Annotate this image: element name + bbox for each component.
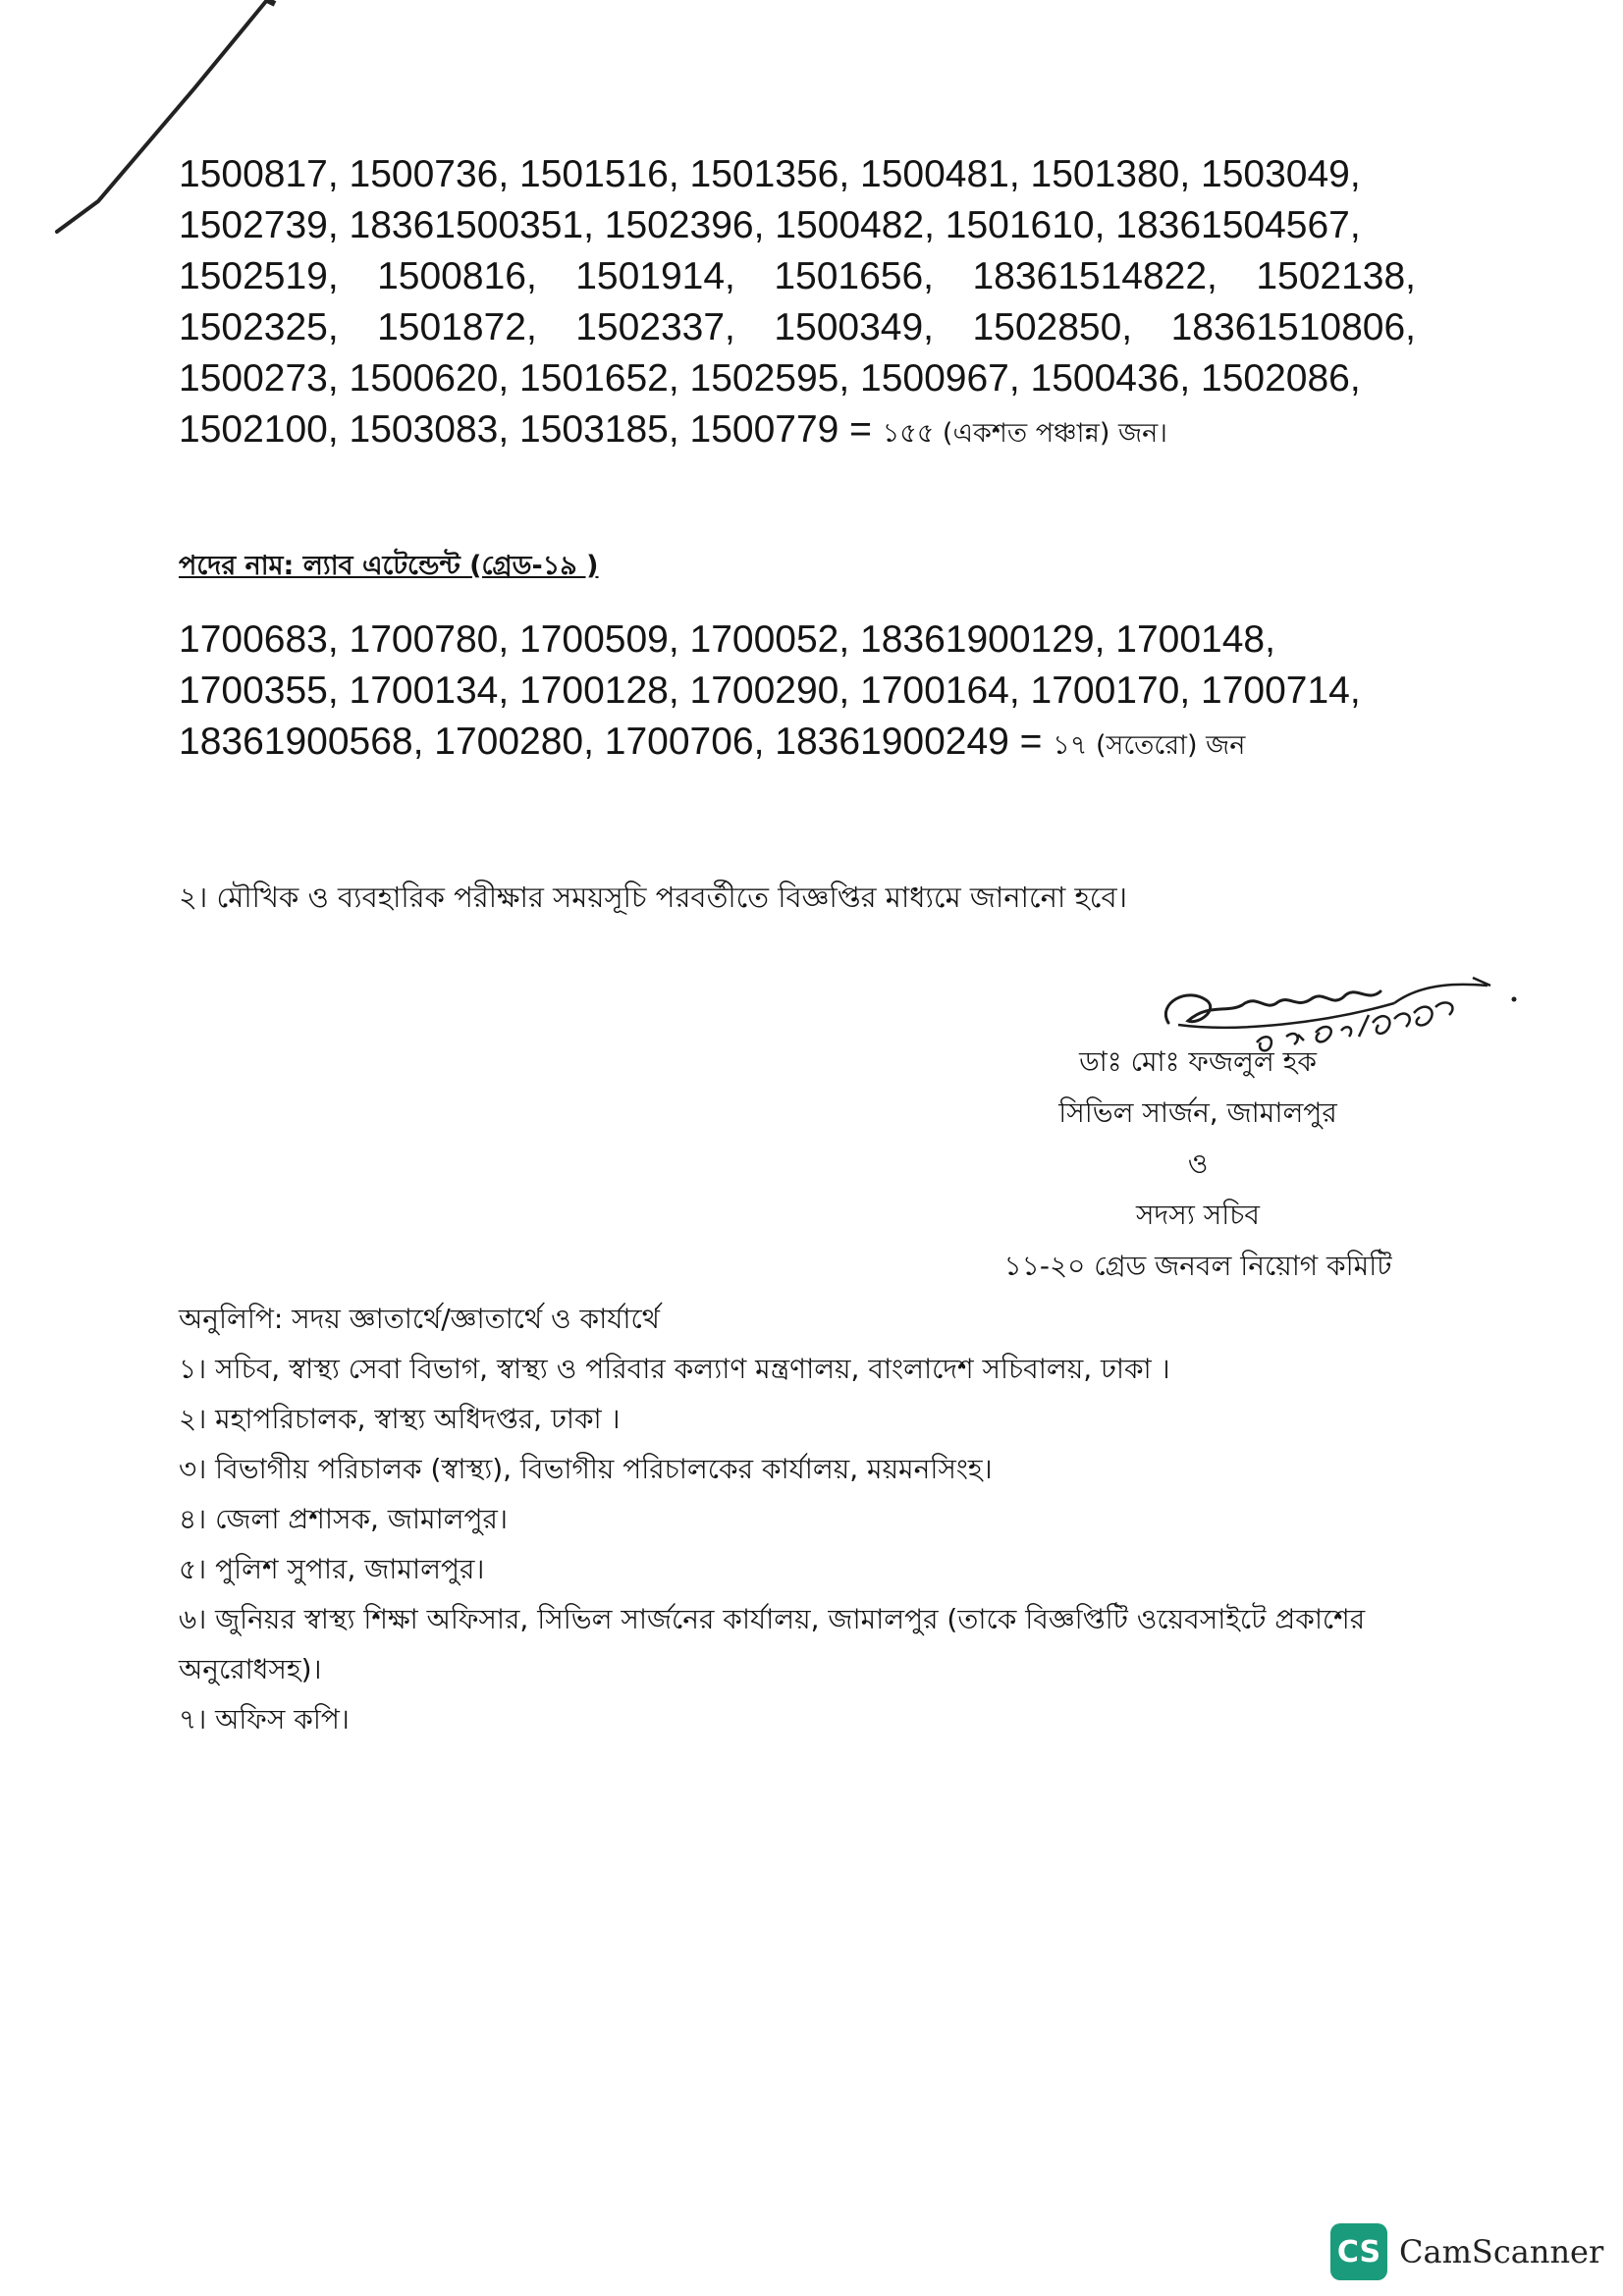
cc-item: ৪। জেলা প্রশাসক, জামালপুর। <box>179 1503 508 1535</box>
camscanner-watermark <box>1330 2222 1603 2281</box>
signatory-designation: সিভিল সার্জন, জামালপুর <box>1058 1096 1337 1129</box>
cc-item: ৩। বিভাগীয় পরিচালক (স্বাস্থ্য), বিভাগীয় পরিচালকের কার্যালয়, ময়মনসিংহ। <box>179 1453 993 1485</box>
cc-item: ৬। জুনিয়র স্বাস্থ্য শিক্ষা অফিসার, সিভিল সার্জনের কার্যালয়, জামালপুর (তাকে বিজ্ঞপ্তিটি ওয়েবসাইটে প্রকাশের <box>179 1603 1366 1635</box>
signatory-committee: ১১-২০ গ্রেড জনবল নিয়োগ কমিটি <box>1003 1250 1392 1282</box>
roll-line: 1500273, 1500620, 1501652, 1502595, 1500967, 1500436, 1502086, <box>179 357 1361 400</box>
camscanner-brand: CamScanner <box>1399 2233 1604 2270</box>
roll-line: 1500817, 1500736, 1501516, 1501356, 1500481, 1501380, 1503049, <box>179 153 1361 195</box>
cc-item-continuation: অনুরোধসহ)। <box>179 1653 322 1685</box>
signatory-conjunction: ও <box>1187 1148 1209 1180</box>
roll-line: 1502325, 1501872, 1502337, 1500349, 1502850, 18361510806, <box>179 306 1416 348</box>
cc-title: অনুলিপি: সদয় জ্ঞাতার্থে/জ্ঞাতার্থে ও কার্যার্থে <box>179 1303 660 1335</box>
schedule-note: ২। মৌখিক ও ব্যবহারিক পরীক্ষার সময়সূচি পরবর্তীতে বিজ্ঞপ্তির মাধ্যমে জানানো হবে। <box>179 881 1127 914</box>
roll-numbers: 1502100, 1503083, 1503185, 1500779 = <box>179 408 883 451</box>
signatory-role: সদস্য সচিব <box>1136 1199 1260 1231</box>
cc-item: ২। মহাপরিচালক, স্বাস্থ্য অধিদপ্তর, ঢাকা । <box>179 1403 621 1435</box>
total-count: ১৫৫ (একশত পঞ্চান্ন) জন। <box>882 418 1167 449</box>
roll-numbers: 18361900568, 1700280, 1700706, 18361900249 = <box>179 721 1054 763</box>
roll-line: 1502519, 1500816, 1501914, 1501656, 18361514822, 1502138, <box>179 255 1416 297</box>
total-count: ১৭ (সতেরো) জন <box>1053 730 1246 761</box>
roll-line: 1502739, 18361500351, 1502396, 1500482, 1501610, 18361504567, <box>179 204 1361 246</box>
signatory-block <box>943 1037 1453 1292</box>
roll-numbers-block-1 <box>179 149 1416 459</box>
cc-item: ৫। পুলিশ সুপার, জামালপুর। <box>179 1553 485 1585</box>
camscanner-logo-icon: CS <box>1330 2223 1387 2280</box>
roll-line-total <box>179 404 1416 459</box>
signatory-name: ডাঃ মোঃ ফজলুল হক <box>1079 1045 1317 1078</box>
roll-numbers-block-2 <box>179 614 1416 772</box>
roll-line: 1700355, 1700134, 1700128, 1700290, 1700164, 1700170, 1700714, <box>179 669 1361 712</box>
post-heading: পদের নাম: ল্যাব এটেন্ডেন্ট (গ্রেড-১৯ ) <box>179 551 599 581</box>
roll-line: 1700683, 1700780, 1700509, 1700052, 18361900129, 1700148, <box>179 618 1275 661</box>
cc-item: ৭। অফিস কপি। <box>179 1703 350 1735</box>
roll-line-total <box>179 717 1416 772</box>
cc-item: ১। সচিব, স্বাস্থ্য সেবা বিভাগ, স্বাস্থ্য ও পরিবার কল্যাণ মন্ত্রণালয়, বাংলাদেশ সচিবালয়, ঢাকা । <box>179 1353 1170 1385</box>
copy-distribution-list <box>179 1294 1455 1744</box>
